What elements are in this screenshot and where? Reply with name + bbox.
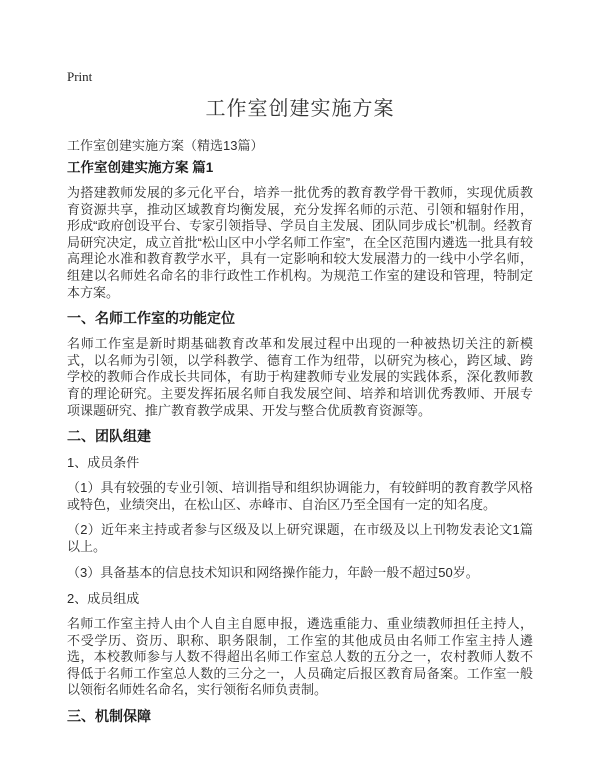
- section-1-heading: 一、名师工作室的功能定位: [67, 310, 235, 327]
- condition-item-1: （1）具有较强的专业引领、培训指导和组织协调能力，有较鲜明的教育教学风格或特色，业绩突出，在松山区、赤峰市、自治区乃至全国有一定的知名度。: [67, 480, 533, 512]
- section-2-sub-2-heading: 2、成员组成: [67, 591, 140, 607]
- print-link[interactable]: Print: [67, 69, 93, 84]
- section-2-heading: 二、团队组建: [67, 428, 151, 445]
- section-3-heading: 三、机制保障: [67, 708, 151, 725]
- composition-paragraph: 名师工作室主持人由个人自主自愿申报，遴选重能力、重业绩教师担任主持人，不受学历、资历、职称、职务限制，工作室的其他成员由名师工作室主持人遴选，本校教师参与人数不得超出名师工作室总人数的五分之一，农村教师人数不得低于名师工作室总人数的三分之一，人员确定后报区教育局备案。工作室一般以领衔名师姓名命名，实行领衔名师负责制。: [67, 616, 533, 698]
- section-1-paragraph: 名师工作室是新时期基础教育改革和发展过程中出现的一种被热切关注的新模式，以名师为引领，以学科教学、德育工作为纽带，以研究为核心，跨区域、跨学校的教师合作成长共同体，有助于构建教师专业发展的实践体系，深化教师教育的理论研究。主要发挥拓展名师自我发展空间、培养和培训优秀教师、开展专项课题研究、推广教育教学成果、开发与整合优质教育资源等。: [67, 336, 533, 418]
- article-1-heading: 工作室创建实施方案 篇1: [67, 160, 214, 175]
- condition-item-3: （3）具备基本的信息技术知识和网络操作能力，年龄一般不超过50岁。: [67, 564, 479, 580]
- document-subtitle: 工作室创建实施方案（精选13篇）: [67, 138, 264, 153]
- condition-item-2: （2）近年来主持或者参与区级及以上研究课题，在市级及以上刊物发表论文1篇以上。: [67, 522, 533, 554]
- section-2-sub-1-heading: 1、成员条件: [67, 455, 140, 471]
- page-title: 工作室创建实施方案: [205, 98, 395, 120]
- intro-paragraph: 为搭建教师发展的多元化平台，培养一批优秀的教育教学骨干教师，实现优质教育资源共享，推动区域教育均衡发展，充分发挥名师的示范、引领和辐射作用，形成“政府创设平台、专家引领指导、学员自主发展、团队同步成长”机制。经教育局研究决定，成立首批“松山区中小学名师工作室”，在全区范围内遴选一批具有较高理论水准和教育教学水平，具有一定影响和较大发展潜力的一线中小学名师，组建以名师姓名命名的非行政性工作机构。为规范工作室的建设和管理，特制定本方案。: [67, 185, 533, 300]
